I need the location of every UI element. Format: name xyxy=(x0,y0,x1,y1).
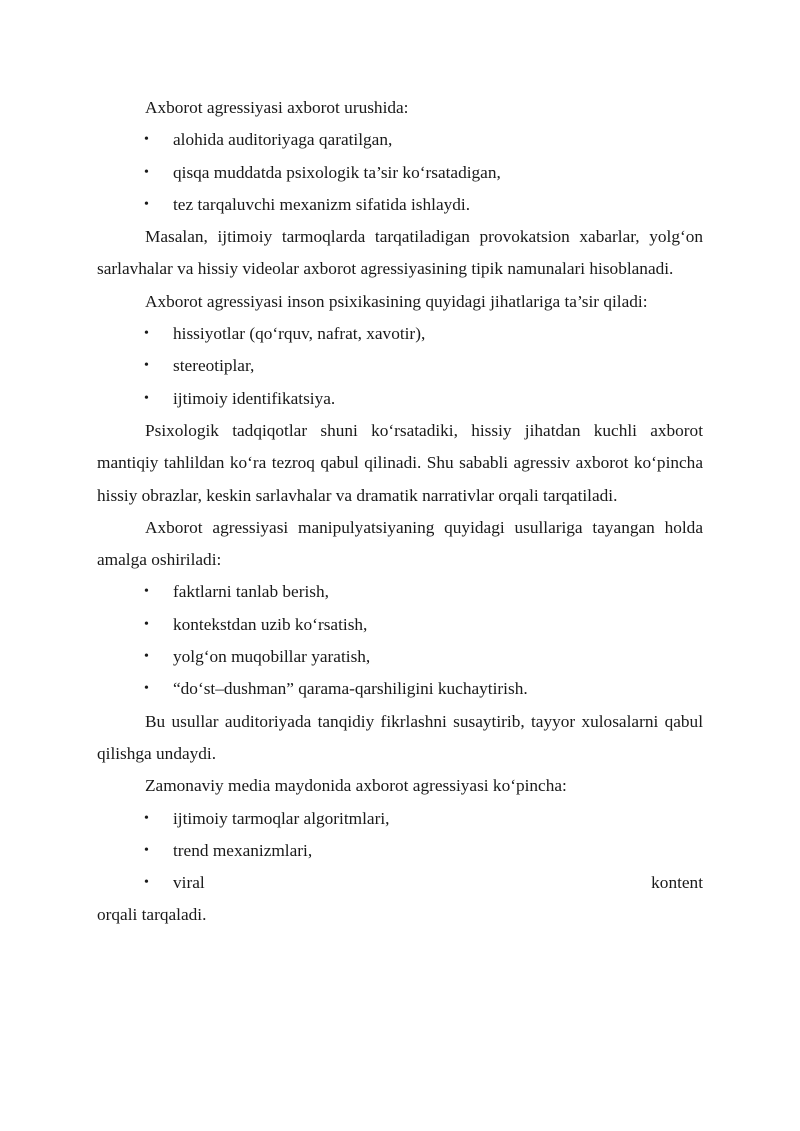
list-item-text: faktlarni tanlab berish, xyxy=(173,582,329,602)
bullet-icon: • xyxy=(144,584,149,600)
bullet-list xyxy=(97,318,703,415)
bullet-icon: • xyxy=(144,196,149,212)
list-item xyxy=(97,835,703,867)
bullet-icon: • xyxy=(144,875,149,891)
paragraph: Axborot agressiyasi inson psixikasining quyidagi jihatlariga ta’sir qiladi: xyxy=(145,291,648,311)
list-item xyxy=(97,867,703,899)
paragraph: Axborot agressiyasi manipulyatsiyaning quyidagi usullariga tayangan holda amalga oshiriladi: xyxy=(97,517,703,570)
bullet-icon: • xyxy=(144,616,149,632)
closing-line: orqali tarqaladi. xyxy=(97,905,207,925)
bullet-list xyxy=(97,576,703,705)
list-item-text: hissiyotlar (qo‘rquv, nafrat, xavotir), xyxy=(173,324,426,344)
list-item-text: trend mexanizmlari, xyxy=(173,840,313,860)
list-item-right: kontent xyxy=(651,873,703,893)
list-item-text: qisqa muddatda psixologik ta’sir ko‘rsatadigan, xyxy=(173,162,501,182)
list-item-text: ijtimoiy identifikatsiya. xyxy=(173,388,336,408)
paragraph: Masalan, ijtimoiy tarmoqlarda tarqatiladigan provokatsion xabarlar, yolg‘on sarlavhalar va hissiy videolar axborot agressiyasining tipik namunalari hisoblanadi. xyxy=(97,227,703,279)
list-item xyxy=(97,189,703,221)
document-page xyxy=(97,92,703,932)
list-item xyxy=(97,350,703,382)
final-list xyxy=(97,867,703,899)
list-item-text: alohida auditoriyaga qaratilgan, xyxy=(173,130,393,150)
bullet-icon: • xyxy=(144,164,149,180)
bullet-icon: • xyxy=(144,681,149,697)
bullet-icon: • xyxy=(144,810,149,826)
list-item xyxy=(97,318,703,350)
document-body xyxy=(97,92,703,867)
list-item xyxy=(97,157,703,189)
list-item xyxy=(97,673,703,705)
bullet-icon: • xyxy=(144,358,149,374)
bullet-icon: • xyxy=(144,842,149,858)
paragraph: Psixologik tadqiqotlar shuni ko‘rsatadiki, hissiy jihatdan kuchli axborot mantiqiy tahlildan ko‘ra tezroq qabul qilinadi. Shu sababli agressiv axborot ko‘pincha hissiy obrazlar, keskin sarlavhalar va dramatik narrativlar orqali tarqatiladi. xyxy=(97,420,703,505)
list-item xyxy=(97,641,703,673)
list-item xyxy=(97,383,703,415)
bullet-icon: • xyxy=(144,649,149,665)
list-item xyxy=(97,609,703,641)
paragraph: Bu usullar auditoriyada tanqidiy fikrlashni susaytirib, tayyor xulosalarni qabul qilishga undaydi. xyxy=(97,711,703,763)
bullet-icon: • xyxy=(144,326,149,342)
paragraph: Axborot agressiyasi axborot urushida: xyxy=(145,98,409,117)
bullet-icon: • xyxy=(144,132,149,148)
bullet-list xyxy=(97,803,703,868)
list-item-text: ijtimoiy tarmoqlar algoritmlari, xyxy=(173,808,390,828)
list-item-text: yolg‘on muqobillar yaratish, xyxy=(173,647,371,667)
list-item-text: “do‘st–dushman” qarama-qarshiligini kuchaytirish. xyxy=(173,679,528,699)
list-item-text: tez tarqaluvchi mexanizm sifatida ishlaydi. xyxy=(173,194,471,214)
bullet-list xyxy=(97,124,703,221)
list-item-left: viral xyxy=(173,873,205,893)
list-item xyxy=(97,803,703,835)
list-item xyxy=(97,576,703,608)
bullet-icon: • xyxy=(144,390,149,406)
list-item-text: stereotiplar, xyxy=(173,356,255,376)
list-item xyxy=(97,124,703,156)
list-item-text: kontekstdan uzib ko‘rsatish, xyxy=(173,614,368,634)
paragraph: Zamonaviy media maydonida axborot agressiyasi ko‘pincha: xyxy=(145,776,567,796)
